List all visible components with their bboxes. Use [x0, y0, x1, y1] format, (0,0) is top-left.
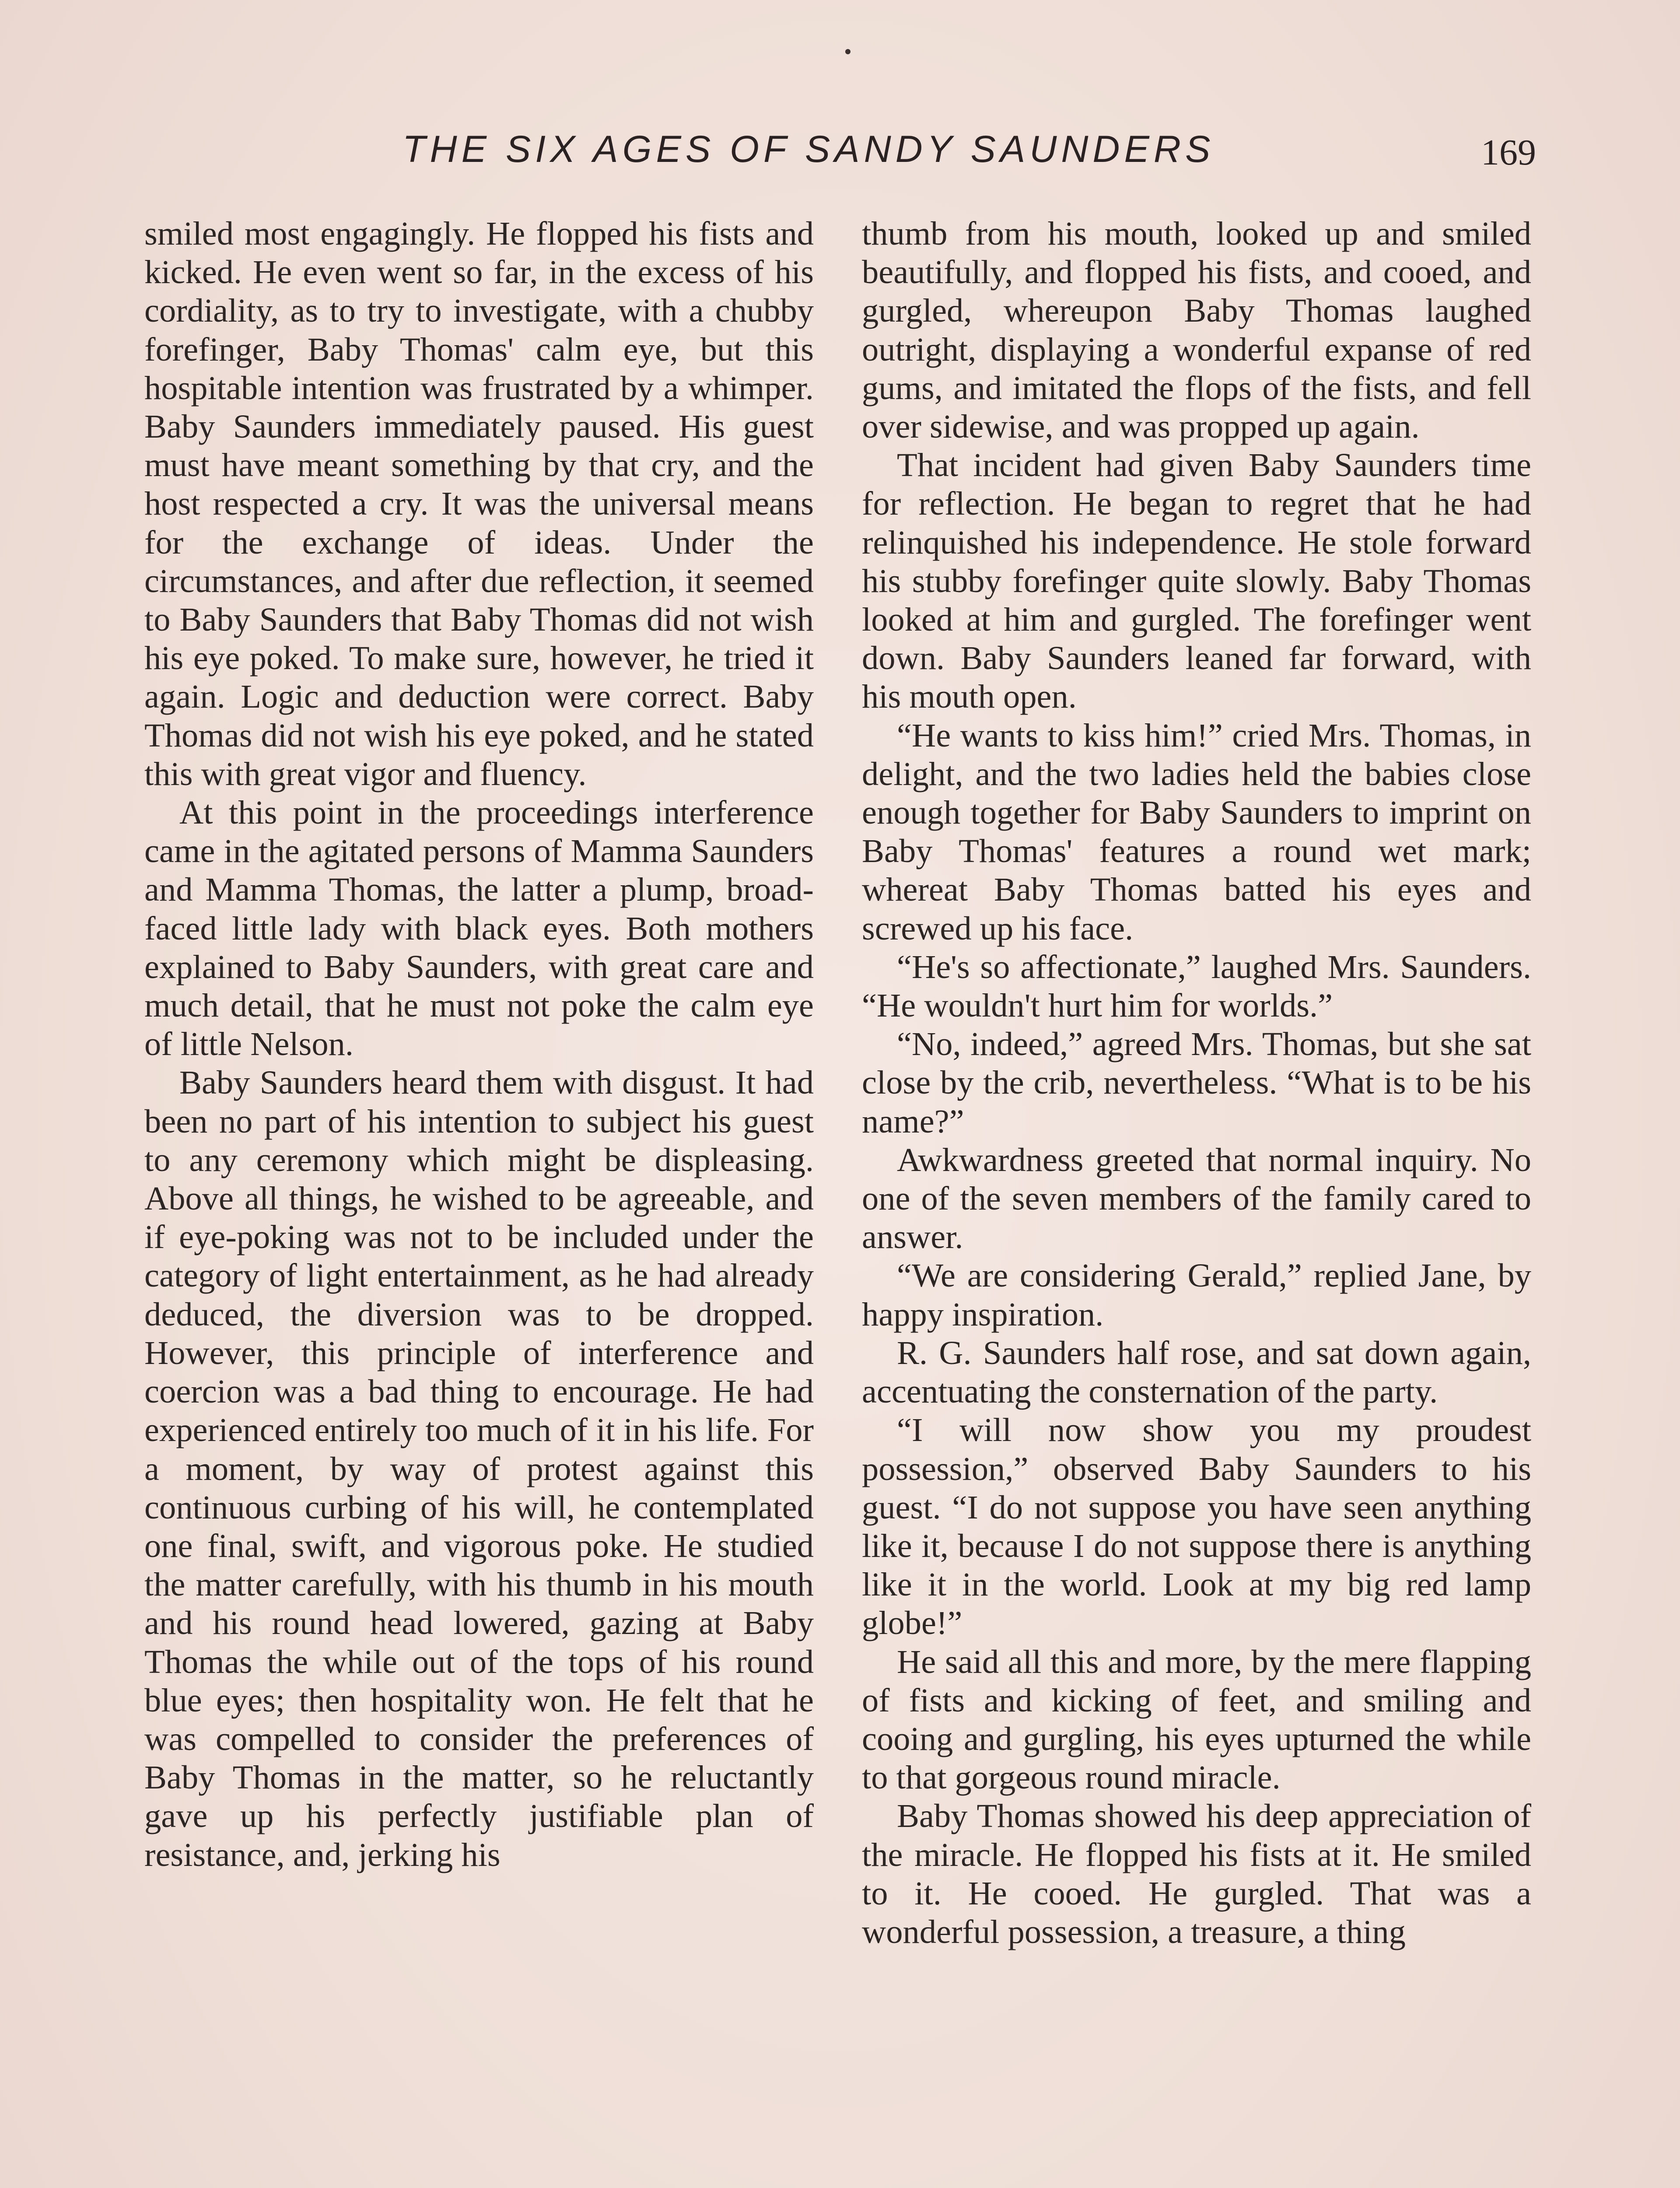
- paragraph: That incident had given Baby Saunders time for reflection. He began to regret that he had relinquished his independence. He stole forward his stubby forefinger quite slowly. Baby Thomas looked at him and gurgled. The forefinger went down. Baby Saunders leaned far forward, with his mouth open.: [862, 446, 1531, 715]
- paragraph: “No, indeed,” agreed Mrs. Thomas, but she sat close by the crib, nevertheless. “What is to be his name?”: [862, 1025, 1531, 1140]
- right-text-column: [862, 214, 1531, 1951]
- paragraph: “He's so affectionate,” laughed Mrs. Saunders. “He wouldn't hurt him for worlds.”: [862, 948, 1531, 1024]
- paragraph: “I will now show you my proudest possession,” observed Baby Saunders to his guest. “I do not suppose you have seen anything like it, because I do not suppose there is anything like it in the world. Look at my big red lamp globe!”: [862, 1411, 1531, 1642]
- paragraph: At this point in the proceedings interference came in the agitated persons of Mamma Saunders and Mamma Thomas, the latter a plump, broad-faced little lady with black eyes. Both mothers explained to Baby Saunders, with great care and much detail, that he must not poke the calm eye of little Nelson.: [144, 794, 814, 1063]
- paragraph: smiled most engagingly. He flopped his fists and kicked. He even went so far, in the excess of his cordiality, as to try to investigate, with a chubby forefinger, Baby Thomas' calm eye, but this hospitable intention was frustrated by a whimper. Baby Saunders immediately paused. His guest must have meant something by that cry, and the host respected a cry. It was the universal means for the exchange of ideas. Under the circumstances, and after due reflection, it seemed to Baby Saunders that Baby Thomas did not wish his eye poked. To make sure, however, he tried it again. Logic and deduction were correct. Baby Thomas did not wish his eye poked, and he stated this with great vigor and fluency.: [144, 215, 814, 792]
- paragraph: He said all this and more, by the mere flapping of fists and kicking of feet, and smiling and cooing and gurgling, his eyes upturned the while to that gorgeous round miracle.: [862, 1643, 1531, 1796]
- paragraph: “We are considering Gerald,” replied Jane, by happy inspiration.: [862, 1257, 1531, 1333]
- left-text-column: [144, 214, 814, 1874]
- paragraph: Awkwardness greeted that normal inquiry. No one of the seven members of the family cared to answer.: [862, 1141, 1531, 1256]
- paragraph: Baby Saunders heard them with disgust. It had been no part of his intention to subject his guest to any ceremony which might be displeasing. Above all things, he wished to be agreeable, and if eye-poking was not to be included under the category of light entertainment, as he had already deduced, the diversion was to be dropped. However, this principle of interference and coercion was a bad thing to encourage. He had experienced entirely too much of it in his life. For a moment, by way of protest against this continuous curbing of his will, he contemplated one final, swift, and vigorous poke. He studied the matter carefully, with his thumb in his mouth and his round head lowered, gazing at Baby Thomas the while out of the tops of his round blue eyes; then hospitality won. He felt that he was compelled to consider the preferences of Baby Thomas in the matter, so he reluctantly gave up his perfectly justifiable plan of resistance, and, jerking his: [144, 1064, 814, 1873]
- page-number: 169: [1481, 132, 1536, 173]
- paragraph: “He wants to kiss him!” cried Mrs. Thomas, in delight, and the two ladies held the babies close enough together for Baby Saunders to imprint on Baby Thomas' features a round wet mark; whereat Baby Thomas batted his eyes and screwed up his face.: [862, 716, 1531, 947]
- paragraph: thumb from his mouth, looked up and smiled beautifully, and flopped his fists, and cooed, and gurgled, whereupon Baby Thomas laughed outright, displaying a wonderful expanse of red gums, and imitated the flops of the fists, and fell over sidewise, and was propped up again.: [862, 215, 1531, 445]
- ink-speck: [845, 49, 850, 54]
- paragraph: Baby Thomas showed his deep appreciation of the miracle. He flopped his fists at it. He smiled to it. He cooed. He gurgled. That was a wonderful possession, a treasure, a thing: [862, 1797, 1531, 1950]
- paragraph: R. G. Saunders half rose, and sat down again, accentuating the consternation of the party.: [862, 1334, 1531, 1410]
- running-header-title: THE SIX AGES OF SANDY SAUNDERS: [402, 128, 1215, 170]
